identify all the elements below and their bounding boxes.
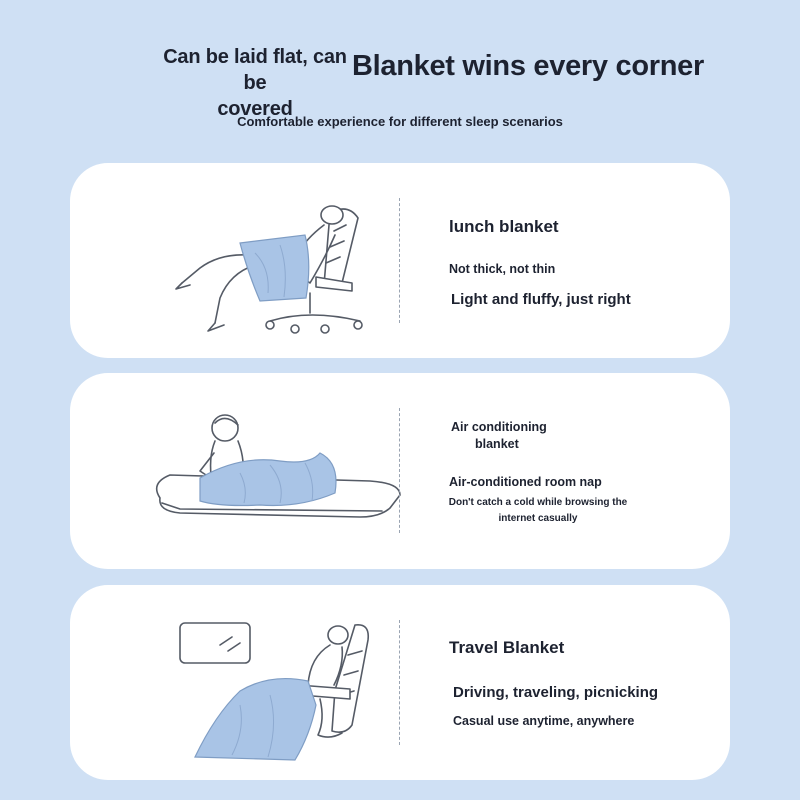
mattress-nap-illustration (120, 383, 410, 558)
scenario-card-travel (70, 585, 730, 780)
subtitle: Comfortable experience for different sleep scenarios (237, 114, 563, 129)
card-line-1: Air-conditioned room nap (449, 475, 602, 489)
card-note-line-2: internet casually (498, 513, 578, 524)
header (0, 0, 800, 150)
tagline-line-1: Can be laid flat, can be (163, 46, 347, 94)
card-title-line-1: Air conditioning (451, 420, 547, 434)
card-line-1: Not thick, not thin (449, 262, 556, 276)
scenario-card-lunch (70, 163, 730, 358)
card-divider (399, 198, 400, 323)
card-line-2: Casual use anytime, anywhere (453, 714, 635, 728)
office-chair-nap-illustration (120, 173, 410, 348)
card-note (446, 495, 630, 527)
card-line-1: Driving, traveling, picnicking (453, 684, 659, 701)
card-title: Travel Blanket (449, 638, 565, 657)
card-title: lunch blanket (449, 217, 559, 236)
card-divider (399, 408, 400, 533)
headline: Blanket wins every corner (352, 50, 704, 82)
tagline (150, 44, 360, 122)
card-line-2: Light and fluffy, just right (451, 291, 631, 308)
card-title-line-2: blanket (475, 437, 519, 451)
card-divider (399, 620, 400, 745)
travel-seat-illustration (120, 595, 410, 770)
card-title (451, 420, 561, 451)
scenario-card-air-conditioning (70, 373, 730, 569)
card-note-line-1: Don't catch a cold while browsing the (448, 497, 628, 508)
tagline-line-2: covered (217, 98, 293, 120)
